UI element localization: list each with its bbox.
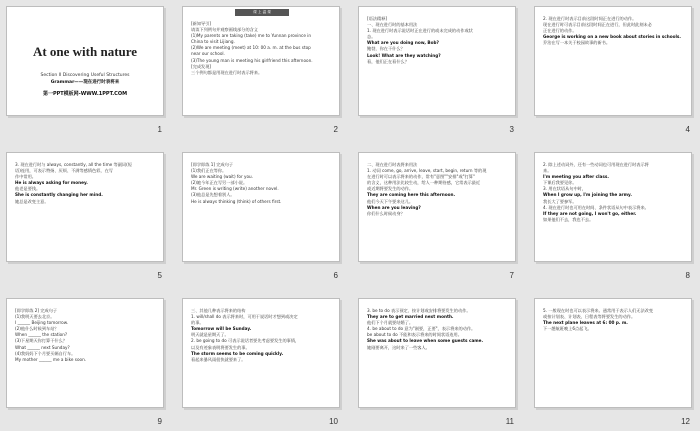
text-line: (3)下星期天你打算干什么？ [15,338,67,344]
slide-body [367,162,509,257]
example-sentence: The storm seems to be coming quickly. [191,350,284,356]
example-sentence: She was about to leave when some guests came. [367,338,484,344]
answer-line: We are waiting (wait) for you. [191,174,254,180]
text-line: 我长大了要参军。 [543,198,577,204]
text-line: be about to do 不能和表示将来的时间状语连用。 [367,332,462,338]
answer-line: He is always thinking (think) of others first. [191,198,282,204]
text-line: 下课后我要见你。 [543,180,577,186]
subtitle-line: Section II Discovering Useful Structures [40,73,130,78]
slide-canvas[interactable] [534,298,692,408]
slide-canvas[interactable] [6,152,164,262]
text-line: 看，他们正在看什么？ [367,58,409,64]
slide-canvas[interactable] [6,298,164,408]
text-line: 来。 [543,168,552,174]
text-line: [完成发现] [191,63,212,69]
text-line: (1)我们正在等你。 [191,168,227,174]
slide-number: 7 [509,271,514,280]
example-sentence: George is working on a new book about stories in schools. [543,34,682,40]
slide-body [543,16,685,111]
text-line: 她刚要离开，这时来了一些客人。 [367,344,430,350]
slide-thumbnail[interactable] [182,152,340,280]
slide-thumbnail[interactable] [358,298,516,426]
example-sentence: Look! What are they watching? [367,52,441,58]
slide-number: 8 [685,271,690,280]
example-sentence: They are to get married next month. [367,314,454,320]
example-sentence: They are coming here this afternoon. [367,192,456,198]
text-line: 一、现在进行时的基本用法 [367,22,418,28]
slide-thumbnail[interactable] [534,298,692,426]
slide-subtitle [7,73,163,86]
slide-body [191,162,333,257]
text-line: 他们下个月就要结婚了。 [367,320,414,326]
slide-body [367,16,509,111]
slide-body [191,21,333,111]
slide-canvas[interactable] [182,6,340,116]
text-line: (2)We are meeting (meet) at 10: 00 a. m. at the bus stop [191,45,311,51]
text-line: (3)他总是先想着别人。 [191,192,235,198]
slide-title: At one with nature [32,44,138,59]
example-sentence: She is constantly changing her mind. [15,192,103,198]
text-line: 2. 现在进行时表示目前这段时间正在进行的动作。 [543,16,637,21]
text-line: 3. be to do 表示预定、按计划或安排将要发生的动作。 [367,308,471,313]
example-sentence: When I grow up, I'm joining the army. [543,192,632,198]
slide-number: 4 [685,125,690,134]
text-line: 明天就是星期天了。 [191,332,229,338]
text-line: 5. 一般现在时也可以表示将来。通常用于表示人们无法改变 [543,308,654,313]
text-line: [语法精释] [367,16,388,21]
text-line: [新知导引] [191,21,212,26]
text-line: 鲍勃，你在干什么？ [367,46,405,52]
slide-body [15,162,157,257]
text-line: 请读下列例句并观察画线部分的含义 [191,27,259,33]
slide-number: 9 [157,417,162,426]
text-line: 作中常用。 [15,174,36,180]
slide-thumbnail[interactable] [6,298,164,426]
slide-thumbnail[interactable] [6,152,164,280]
blank-line: I ______ Beijing tomorrow. [15,320,69,326]
text-line: 在进行时可以表示将来的动作，常有"意图""安排"或"打算" [367,174,475,180]
slide-body [191,308,333,403]
slide-body [367,308,509,403]
text-line: 1. 动词 come, go, arrive, leave, start, begin, return 等的现 [367,168,487,174]
text-line: (1)My parents are taking (take) me to Yunnan province in [191,33,312,39]
text-line: 3. 用在状语从句中时， [543,186,587,192]
slide-thumbnail[interactable] [358,152,516,280]
text-line: 2. 除上述动词外，还有一些动词也可用现在进行时表示将 [543,162,649,167]
text-line: 语)连用，可表示赞扬、厌烦、不满等感情色彩，在写 [15,168,113,174]
example-sentence: I'm meeting you after class. [543,174,609,180]
example-sentence: If they are not going, I won't go, either. [543,210,637,216]
slide-number: 11 [505,417,514,426]
text-line: 正在进行的动作。 [543,28,577,34]
slide-body [543,308,685,403]
text-line: 乔治在写一本关于校园故事的新书。 [543,40,611,46]
slide-number: 1 [157,125,162,134]
slide-canvas[interactable] [534,152,692,262]
text-line: [即学即练 1] 完成句子 [191,162,234,167]
slide-number: 2 [333,125,338,134]
text-line: 二、现在进行时表将来用法 [367,162,418,167]
text-line: 现在进行时可表示目前这段时间正在进行，但此时此刻未必 [543,22,652,28]
text-line: 你们什么时候动身？ [367,210,405,216]
text-line: 三个例句都是用现在进行时表示将来。 [191,69,263,75]
slide-number: 12 [681,417,690,426]
text-line: (2)他什么时候到车站？ [15,326,59,332]
slide-thumbnail[interactable] [358,6,516,134]
text-line: 如果他们不去，我也不去。 [543,216,594,222]
slide-canvas[interactable] [534,6,692,116]
text-line: 或近期将要发生的动作。 [367,186,414,192]
header-bar: 课 上 温 课 [235,9,289,16]
slide-number: 6 [333,271,338,280]
text-line: 的事。 [191,320,204,326]
slide-body [543,162,685,257]
text-line: (4)我妈妈下个月要买辆自行车。 [15,350,76,356]
text-line: (1)我明天要去北京。 [15,314,55,320]
text-line: 2. be going to do 可表示说话者要先考虑要发生的事情， [191,338,300,344]
text-line: 看起来暴风雨很快就要来了。 [191,356,246,362]
text-line: near our school. [191,51,225,57]
text-line: 三、其他几种表示将来的结构 [191,308,246,313]
slide-thumbnail[interactable] [534,152,692,280]
text-line: 她总是改变主意。 [15,198,49,204]
text-line: 4. 现在进行时也可用在时间、条件状语从句中表示将来。 [543,204,649,210]
slide-thumbnail[interactable] [6,6,164,134]
slide-thumbnail[interactable] [534,6,692,134]
slide-canvas[interactable] [358,298,516,408]
text-line: 的含义，这种用法比较生动，给人一种期待感，它常表示最近 [367,180,481,186]
slide-thumbnail[interactable] [182,6,340,134]
example-sentence: The next plane leaves at 6: 00 p. m. [543,320,628,326]
slide-canvas[interactable] [358,152,516,262]
slide-canvas[interactable] [358,6,516,116]
slide-number: 3 [509,125,514,134]
text-line: 4. be about to do 意为"刚要，正要"，表示将来的动作。 [367,326,476,332]
slide-body [15,308,157,403]
slide-canvas[interactable] [182,298,340,408]
text-line: 以及有迹象表明将要发生的事。 [191,344,250,350]
blank-line: My mother ______ me a bike soon. [15,356,87,362]
answer-line: Mr. Green is writing (write) another novel. [191,186,279,192]
subtitle-line: Grammar——现在进行时表将来 [50,79,120,85]
example-sentence: What are you doing now, Bob? [367,40,439,46]
text-line: 他们今天下午要来这儿。 [367,198,414,204]
slide-canvas[interactable] [6,6,164,116]
text-line: 态。 [367,34,376,40]
text-line: (3)The young man is meeting his girlfriend this afternoon. [191,57,313,63]
slide-canvas[interactable] [182,152,340,262]
example-sentence: When are you leaving? [367,204,421,210]
text-line: (2)她今年正在写另一部小说。 [191,180,248,186]
text-line: [即学即练 2] 完成句子 [15,308,58,313]
text-line: 3. 现在进行时与 always, constantly, all the time 等副词(短 [15,162,132,167]
blank-line: When ______ the station? [15,332,68,338]
text-line: 或按计划表、计划表、日程表等将要发生的动作。 [543,314,636,320]
blank-line: What ______ next Sunday? [15,344,70,350]
text-line: China to visit Lijiang. [191,39,235,45]
text-line: 1. will/shall do 表示将来时，可用于说话时才想到或决定 [191,314,298,320]
slide-sorter-grid [6,6,692,426]
example-sentence: Tomorrow will be Sunday. [191,326,252,332]
text-line: 他老是要钱。 [15,186,41,192]
slide-number: 5 [157,271,162,280]
slide-footer: 第一PPT模板网-WWW.1PPT.COM [42,91,128,97]
text-line: 1. 现在进行时表示说话时正在进行的或未完成的动作或状 [367,28,473,34]
slide-thumbnail[interactable] [182,298,340,426]
text-line: 下一趟航班晚上6点起飞。 [543,326,592,332]
slide-number: 10 [329,417,338,426]
example-sentence: He is always asking for money. [15,180,88,186]
